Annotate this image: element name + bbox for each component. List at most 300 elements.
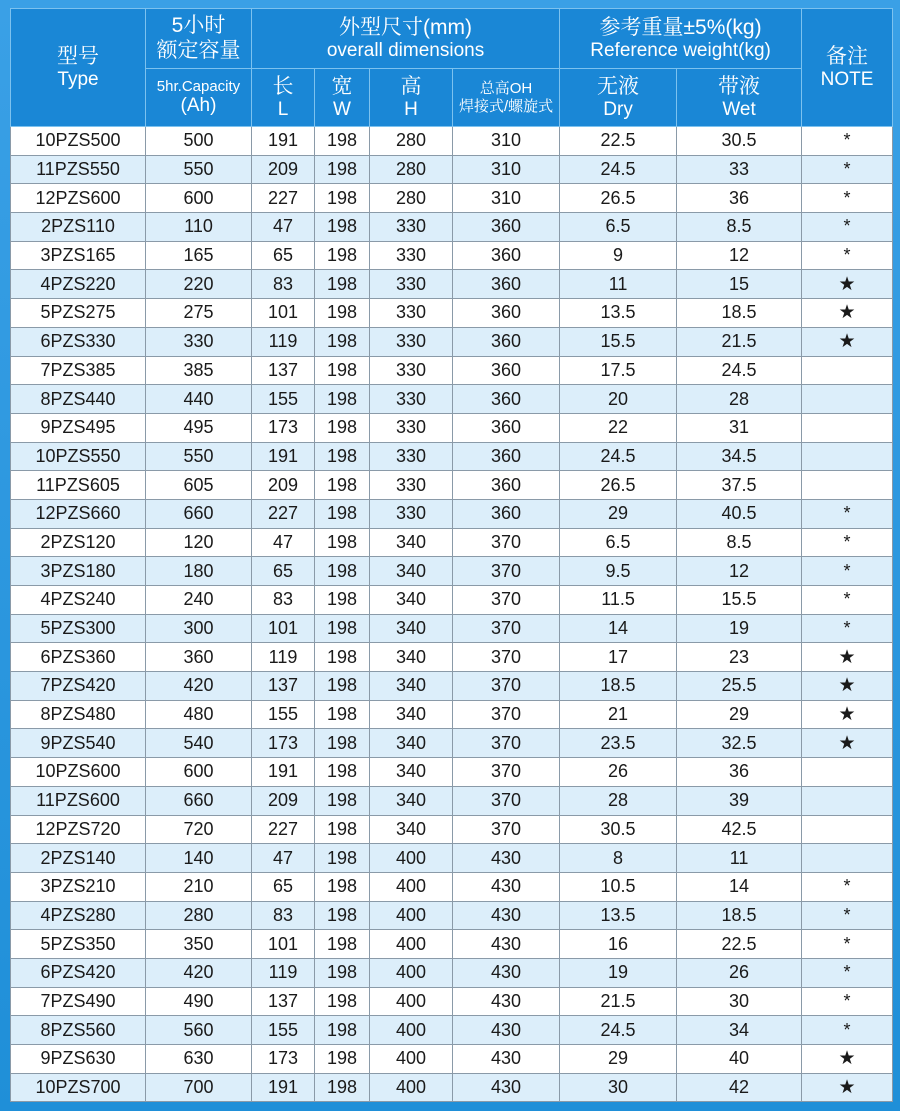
overall-height-cell: 310 bbox=[453, 155, 560, 184]
header-dry-en: Dry bbox=[603, 98, 633, 120]
capacity-cell: 210 bbox=[146, 872, 252, 901]
type-cell: 2PZS110 bbox=[11, 213, 146, 242]
dry-weight-cell: 13.5 bbox=[560, 901, 677, 930]
width-cell: 198 bbox=[315, 557, 370, 586]
wet-weight-cell: 24.5 bbox=[677, 356, 802, 385]
type-cell: 11PZS550 bbox=[11, 155, 146, 184]
overall-height-cell: 370 bbox=[453, 758, 560, 787]
capacity-cell: 385 bbox=[146, 356, 252, 385]
overall-height-cell: 370 bbox=[453, 528, 560, 557]
overall-height-cell: 430 bbox=[453, 987, 560, 1016]
wet-weight-cell: 31 bbox=[677, 413, 802, 442]
note-cell: ★ bbox=[802, 299, 893, 328]
overall-height-cell: 370 bbox=[453, 786, 560, 815]
overall-height-cell: 360 bbox=[453, 299, 560, 328]
table-row bbox=[11, 356, 893, 385]
dry-weight-cell: 23.5 bbox=[560, 729, 677, 758]
table-row bbox=[11, 299, 893, 328]
capacity-cell: 490 bbox=[146, 987, 252, 1016]
wet-weight-cell: 12 bbox=[677, 241, 802, 270]
length-cell: 119 bbox=[252, 643, 315, 672]
note-cell bbox=[802, 471, 893, 500]
wet-weight-cell: 42 bbox=[677, 1073, 802, 1102]
table-row bbox=[11, 557, 893, 586]
capacity-cell: 420 bbox=[146, 672, 252, 701]
wet-weight-cell: 26 bbox=[677, 958, 802, 987]
dry-weight-cell: 16 bbox=[560, 930, 677, 959]
length-cell: 65 bbox=[252, 557, 315, 586]
table-row bbox=[11, 413, 893, 442]
width-cell: 198 bbox=[315, 127, 370, 156]
type-cell: 3PZS180 bbox=[11, 557, 146, 586]
capacity-cell: 165 bbox=[146, 241, 252, 270]
type-cell: 10PZS500 bbox=[11, 127, 146, 156]
overall-height-cell: 430 bbox=[453, 844, 560, 873]
length-cell: 47 bbox=[252, 844, 315, 873]
length-cell: 101 bbox=[252, 930, 315, 959]
note-cell: ★ bbox=[802, 672, 893, 701]
spec-table bbox=[10, 8, 893, 1102]
height-cell: 400 bbox=[370, 1045, 453, 1074]
capacity-cell: 720 bbox=[146, 815, 252, 844]
dry-weight-cell: 6.5 bbox=[560, 528, 677, 557]
height-cell: 340 bbox=[370, 643, 453, 672]
wet-weight-cell: 18.5 bbox=[677, 299, 802, 328]
type-cell: 4PZS280 bbox=[11, 901, 146, 930]
note-cell bbox=[802, 413, 893, 442]
type-cell: 8PZS560 bbox=[11, 1016, 146, 1045]
dry-weight-cell: 10.5 bbox=[560, 872, 677, 901]
header-note-en: NOTE bbox=[820, 68, 874, 90]
note-cell: * bbox=[802, 1016, 893, 1045]
length-cell: 209 bbox=[252, 471, 315, 500]
overall-height-cell: 360 bbox=[453, 270, 560, 299]
length-cell: 191 bbox=[252, 442, 315, 471]
width-cell: 198 bbox=[315, 758, 370, 787]
type-cell: 9PZS540 bbox=[11, 729, 146, 758]
width-cell: 198 bbox=[315, 872, 370, 901]
capacity-cell: 120 bbox=[146, 528, 252, 557]
header-length-en: L bbox=[277, 98, 289, 120]
width-cell: 198 bbox=[315, 901, 370, 930]
dry-weight-cell: 28 bbox=[560, 786, 677, 815]
overall-height-cell: 360 bbox=[453, 499, 560, 528]
height-cell: 340 bbox=[370, 672, 453, 701]
length-cell: 119 bbox=[252, 958, 315, 987]
width-cell: 198 bbox=[315, 987, 370, 1016]
header-capacity-unit: (Ah) bbox=[180, 95, 217, 117]
note-cell bbox=[802, 758, 893, 787]
width-cell: 198 bbox=[315, 442, 370, 471]
overall-height-cell: 360 bbox=[453, 356, 560, 385]
length-cell: 137 bbox=[252, 672, 315, 701]
header-dry-cn: 无液 bbox=[597, 74, 640, 98]
header-capacity-cn1: 5小时 bbox=[171, 14, 226, 38]
header-capacity-en: 5hr.Capacity bbox=[156, 77, 241, 95]
table-row bbox=[11, 270, 893, 299]
width-cell: 198 bbox=[315, 1016, 370, 1045]
capacity-cell: 500 bbox=[146, 127, 252, 156]
type-cell: 2PZS140 bbox=[11, 844, 146, 873]
note-cell: ★ bbox=[802, 1045, 893, 1074]
table-row bbox=[11, 614, 893, 643]
capacity-cell: 660 bbox=[146, 499, 252, 528]
wet-weight-cell: 28 bbox=[677, 385, 802, 414]
height-cell: 340 bbox=[370, 729, 453, 758]
header-weight bbox=[560, 9, 802, 69]
capacity-cell: 220 bbox=[146, 270, 252, 299]
height-cell: 400 bbox=[370, 1016, 453, 1045]
type-cell: 6PZS420 bbox=[11, 958, 146, 987]
width-cell: 198 bbox=[315, 385, 370, 414]
wet-weight-cell: 39 bbox=[677, 786, 802, 815]
type-cell: 6PZS330 bbox=[11, 327, 146, 356]
width-cell: 198 bbox=[315, 815, 370, 844]
table-header bbox=[11, 9, 893, 127]
note-cell bbox=[802, 356, 893, 385]
header-width bbox=[315, 69, 370, 127]
type-cell: 3PZS210 bbox=[11, 872, 146, 901]
height-cell: 330 bbox=[370, 499, 453, 528]
dry-weight-cell: 24.5 bbox=[560, 155, 677, 184]
table-row bbox=[11, 241, 893, 270]
height-cell: 400 bbox=[370, 872, 453, 901]
dry-weight-cell: 9.5 bbox=[560, 557, 677, 586]
header-type-en: Type bbox=[57, 68, 99, 90]
header-type bbox=[11, 9, 146, 127]
header-dimensions-cn: 外型尺寸(mm) bbox=[339, 15, 473, 39]
note-cell: * bbox=[802, 901, 893, 930]
dry-weight-cell: 13.5 bbox=[560, 299, 677, 328]
dry-weight-cell: 30.5 bbox=[560, 815, 677, 844]
length-cell: 173 bbox=[252, 413, 315, 442]
overall-height-cell: 430 bbox=[453, 872, 560, 901]
header-wet-en: Wet bbox=[722, 98, 756, 120]
width-cell: 198 bbox=[315, 1073, 370, 1102]
table-row bbox=[11, 184, 893, 213]
height-cell: 400 bbox=[370, 958, 453, 987]
table-row bbox=[11, 958, 893, 987]
table-row bbox=[11, 471, 893, 500]
height-cell: 330 bbox=[370, 471, 453, 500]
dry-weight-cell: 21 bbox=[560, 700, 677, 729]
note-cell: * bbox=[802, 614, 893, 643]
dry-weight-cell: 22.5 bbox=[560, 127, 677, 156]
length-cell: 209 bbox=[252, 155, 315, 184]
wet-weight-cell: 19 bbox=[677, 614, 802, 643]
wet-weight-cell: 15 bbox=[677, 270, 802, 299]
table-row bbox=[11, 499, 893, 528]
wet-weight-cell: 18.5 bbox=[677, 901, 802, 930]
header-length bbox=[252, 69, 315, 127]
type-cell: 10PZS550 bbox=[11, 442, 146, 471]
header-note bbox=[802, 9, 893, 127]
overall-height-cell: 360 bbox=[453, 413, 560, 442]
note-cell: * bbox=[802, 872, 893, 901]
type-cell: 4PZS240 bbox=[11, 586, 146, 615]
length-cell: 155 bbox=[252, 700, 315, 729]
type-cell: 9PZS495 bbox=[11, 413, 146, 442]
overall-height-cell: 370 bbox=[453, 586, 560, 615]
type-cell: 11PZS600 bbox=[11, 786, 146, 815]
table-row bbox=[11, 729, 893, 758]
width-cell: 198 bbox=[315, 499, 370, 528]
height-cell: 330 bbox=[370, 385, 453, 414]
capacity-cell: 630 bbox=[146, 1045, 252, 1074]
capacity-cell: 300 bbox=[146, 614, 252, 643]
wet-weight-cell: 23 bbox=[677, 643, 802, 672]
length-cell: 191 bbox=[252, 127, 315, 156]
capacity-cell: 110 bbox=[146, 213, 252, 242]
header-width-en: W bbox=[333, 98, 351, 120]
height-cell: 400 bbox=[370, 987, 453, 1016]
height-cell: 330 bbox=[370, 241, 453, 270]
length-cell: 101 bbox=[252, 299, 315, 328]
dry-weight-cell: 26.5 bbox=[560, 471, 677, 500]
length-cell: 137 bbox=[252, 987, 315, 1016]
width-cell: 198 bbox=[315, 241, 370, 270]
dry-weight-cell: 14 bbox=[560, 614, 677, 643]
wet-weight-cell: 22.5 bbox=[677, 930, 802, 959]
dry-weight-cell: 19 bbox=[560, 958, 677, 987]
type-cell: 11PZS605 bbox=[11, 471, 146, 500]
overall-height-cell: 430 bbox=[453, 930, 560, 959]
type-cell: 8PZS480 bbox=[11, 700, 146, 729]
note-cell: ★ bbox=[802, 1073, 893, 1102]
capacity-cell: 540 bbox=[146, 729, 252, 758]
height-cell: 400 bbox=[370, 844, 453, 873]
note-cell: * bbox=[802, 241, 893, 270]
height-cell: 340 bbox=[370, 700, 453, 729]
type-cell: 5PZS300 bbox=[11, 614, 146, 643]
length-cell: 191 bbox=[252, 758, 315, 787]
header-wet bbox=[677, 69, 802, 127]
overall-height-cell: 360 bbox=[453, 385, 560, 414]
capacity-cell: 330 bbox=[146, 327, 252, 356]
wet-weight-cell: 8.5 bbox=[677, 213, 802, 242]
length-cell: 209 bbox=[252, 786, 315, 815]
length-cell: 47 bbox=[252, 528, 315, 557]
type-cell: 6PZS360 bbox=[11, 643, 146, 672]
dry-weight-cell: 26.5 bbox=[560, 184, 677, 213]
note-cell: * bbox=[802, 586, 893, 615]
overall-height-cell: 370 bbox=[453, 557, 560, 586]
overall-height-cell: 310 bbox=[453, 184, 560, 213]
table-row bbox=[11, 1016, 893, 1045]
note-cell: * bbox=[802, 499, 893, 528]
header-oh-cn1: 总高OH bbox=[479, 80, 533, 98]
length-cell: 173 bbox=[252, 1045, 315, 1074]
wet-weight-cell: 36 bbox=[677, 184, 802, 213]
type-cell: 5PZS275 bbox=[11, 299, 146, 328]
table-row bbox=[11, 528, 893, 557]
dry-weight-cell: 9 bbox=[560, 241, 677, 270]
dry-weight-cell: 29 bbox=[560, 499, 677, 528]
note-cell: * bbox=[802, 127, 893, 156]
height-cell: 340 bbox=[370, 586, 453, 615]
capacity-cell: 350 bbox=[146, 930, 252, 959]
table-row bbox=[11, 758, 893, 787]
table-row bbox=[11, 844, 893, 873]
width-cell: 198 bbox=[315, 413, 370, 442]
capacity-cell: 560 bbox=[146, 1016, 252, 1045]
table-row bbox=[11, 155, 893, 184]
table-row bbox=[11, 1073, 893, 1102]
type-cell: 7PZS385 bbox=[11, 356, 146, 385]
capacity-cell: 700 bbox=[146, 1073, 252, 1102]
height-cell: 280 bbox=[370, 184, 453, 213]
dry-weight-cell: 18.5 bbox=[560, 672, 677, 701]
note-cell: * bbox=[802, 213, 893, 242]
width-cell: 198 bbox=[315, 643, 370, 672]
table-row bbox=[11, 327, 893, 356]
overall-height-cell: 430 bbox=[453, 1016, 560, 1045]
capacity-cell: 600 bbox=[146, 758, 252, 787]
note-cell: ★ bbox=[802, 729, 893, 758]
capacity-cell: 605 bbox=[146, 471, 252, 500]
width-cell: 198 bbox=[315, 213, 370, 242]
dry-weight-cell: 29 bbox=[560, 1045, 677, 1074]
overall-height-cell: 370 bbox=[453, 729, 560, 758]
dry-weight-cell: 17.5 bbox=[560, 356, 677, 385]
overall-height-cell: 360 bbox=[453, 213, 560, 242]
length-cell: 65 bbox=[252, 872, 315, 901]
capacity-cell: 660 bbox=[146, 786, 252, 815]
length-cell: 101 bbox=[252, 614, 315, 643]
overall-height-cell: 360 bbox=[453, 241, 560, 270]
overall-height-cell: 360 bbox=[453, 327, 560, 356]
wet-weight-cell: 40.5 bbox=[677, 499, 802, 528]
table-row bbox=[11, 786, 893, 815]
width-cell: 198 bbox=[315, 299, 370, 328]
note-cell: * bbox=[802, 930, 893, 959]
type-cell: 4PZS220 bbox=[11, 270, 146, 299]
overall-height-cell: 370 bbox=[453, 815, 560, 844]
dry-weight-cell: 11 bbox=[560, 270, 677, 299]
height-cell: 400 bbox=[370, 901, 453, 930]
type-cell: 12PZS660 bbox=[11, 499, 146, 528]
capacity-cell: 420 bbox=[146, 958, 252, 987]
table-row bbox=[11, 815, 893, 844]
type-cell: 3PZS165 bbox=[11, 241, 146, 270]
dry-weight-cell: 30 bbox=[560, 1073, 677, 1102]
length-cell: 137 bbox=[252, 356, 315, 385]
dry-weight-cell: 21.5 bbox=[560, 987, 677, 1016]
height-cell: 400 bbox=[370, 1073, 453, 1102]
capacity-cell: 495 bbox=[146, 413, 252, 442]
length-cell: 47 bbox=[252, 213, 315, 242]
type-cell: 7PZS420 bbox=[11, 672, 146, 701]
width-cell: 198 bbox=[315, 844, 370, 873]
header-type-cn: 型号 bbox=[57, 44, 99, 68]
width-cell: 198 bbox=[315, 700, 370, 729]
table-row bbox=[11, 672, 893, 701]
length-cell: 155 bbox=[252, 1016, 315, 1045]
wet-weight-cell: 14 bbox=[677, 872, 802, 901]
height-cell: 340 bbox=[370, 528, 453, 557]
dry-weight-cell: 24.5 bbox=[560, 1016, 677, 1045]
type-cell: 7PZS490 bbox=[11, 987, 146, 1016]
width-cell: 198 bbox=[315, 270, 370, 299]
width-cell: 198 bbox=[315, 672, 370, 701]
dry-weight-cell: 11.5 bbox=[560, 586, 677, 615]
width-cell: 198 bbox=[315, 586, 370, 615]
table-row bbox=[11, 1045, 893, 1074]
width-cell: 198 bbox=[315, 184, 370, 213]
height-cell: 330 bbox=[370, 327, 453, 356]
note-cell bbox=[802, 815, 893, 844]
length-cell: 83 bbox=[252, 586, 315, 615]
height-cell: 330 bbox=[370, 442, 453, 471]
header-weight-cn: 参考重量±5%(kg) bbox=[599, 15, 762, 39]
table-row bbox=[11, 700, 893, 729]
dry-weight-cell: 22 bbox=[560, 413, 677, 442]
type-cell: 12PZS600 bbox=[11, 184, 146, 213]
length-cell: 155 bbox=[252, 385, 315, 414]
length-cell: 191 bbox=[252, 1073, 315, 1102]
capacity-cell: 480 bbox=[146, 700, 252, 729]
type-cell: 8PZS440 bbox=[11, 385, 146, 414]
length-cell: 83 bbox=[252, 270, 315, 299]
table-row bbox=[11, 213, 893, 242]
note-cell: ★ bbox=[802, 643, 893, 672]
note-cell: ★ bbox=[802, 327, 893, 356]
dry-weight-cell: 8 bbox=[560, 844, 677, 873]
wet-weight-cell: 29 bbox=[677, 700, 802, 729]
width-cell: 198 bbox=[315, 1045, 370, 1074]
overall-height-cell: 310 bbox=[453, 127, 560, 156]
height-cell: 330 bbox=[370, 356, 453, 385]
capacity-cell: 550 bbox=[146, 155, 252, 184]
dry-weight-cell: 15.5 bbox=[560, 327, 677, 356]
dry-weight-cell: 24.5 bbox=[560, 442, 677, 471]
height-cell: 330 bbox=[370, 270, 453, 299]
width-cell: 198 bbox=[315, 327, 370, 356]
length-cell: 173 bbox=[252, 729, 315, 758]
wet-weight-cell: 37.5 bbox=[677, 471, 802, 500]
table-row bbox=[11, 442, 893, 471]
table-row bbox=[11, 385, 893, 414]
overall-height-cell: 360 bbox=[453, 442, 560, 471]
note-cell bbox=[802, 786, 893, 815]
header-capacity bbox=[146, 9, 252, 69]
height-cell: 340 bbox=[370, 614, 453, 643]
header-capacity-cn2: 额定容量 bbox=[156, 38, 241, 62]
table-row bbox=[11, 987, 893, 1016]
length-cell: 119 bbox=[252, 327, 315, 356]
wet-weight-cell: 34.5 bbox=[677, 442, 802, 471]
header-width-cn: 宽 bbox=[331, 74, 353, 98]
note-cell: * bbox=[802, 184, 893, 213]
overall-height-cell: 430 bbox=[453, 901, 560, 930]
width-cell: 198 bbox=[315, 729, 370, 758]
wet-weight-cell: 21.5 bbox=[677, 327, 802, 356]
note-cell bbox=[802, 844, 893, 873]
height-cell: 400 bbox=[370, 930, 453, 959]
header-dimensions bbox=[252, 9, 560, 69]
width-cell: 198 bbox=[315, 528, 370, 557]
capacity-cell: 440 bbox=[146, 385, 252, 414]
table-row bbox=[11, 127, 893, 156]
wet-weight-cell: 25.5 bbox=[677, 672, 802, 701]
header-oh-cn2: 焊接式/螺旋式 bbox=[458, 97, 554, 115]
overall-height-cell: 370 bbox=[453, 700, 560, 729]
note-cell: * bbox=[802, 155, 893, 184]
width-cell: 198 bbox=[315, 614, 370, 643]
wet-weight-cell: 32.5 bbox=[677, 729, 802, 758]
overall-height-cell: 370 bbox=[453, 643, 560, 672]
note-cell: * bbox=[802, 557, 893, 586]
